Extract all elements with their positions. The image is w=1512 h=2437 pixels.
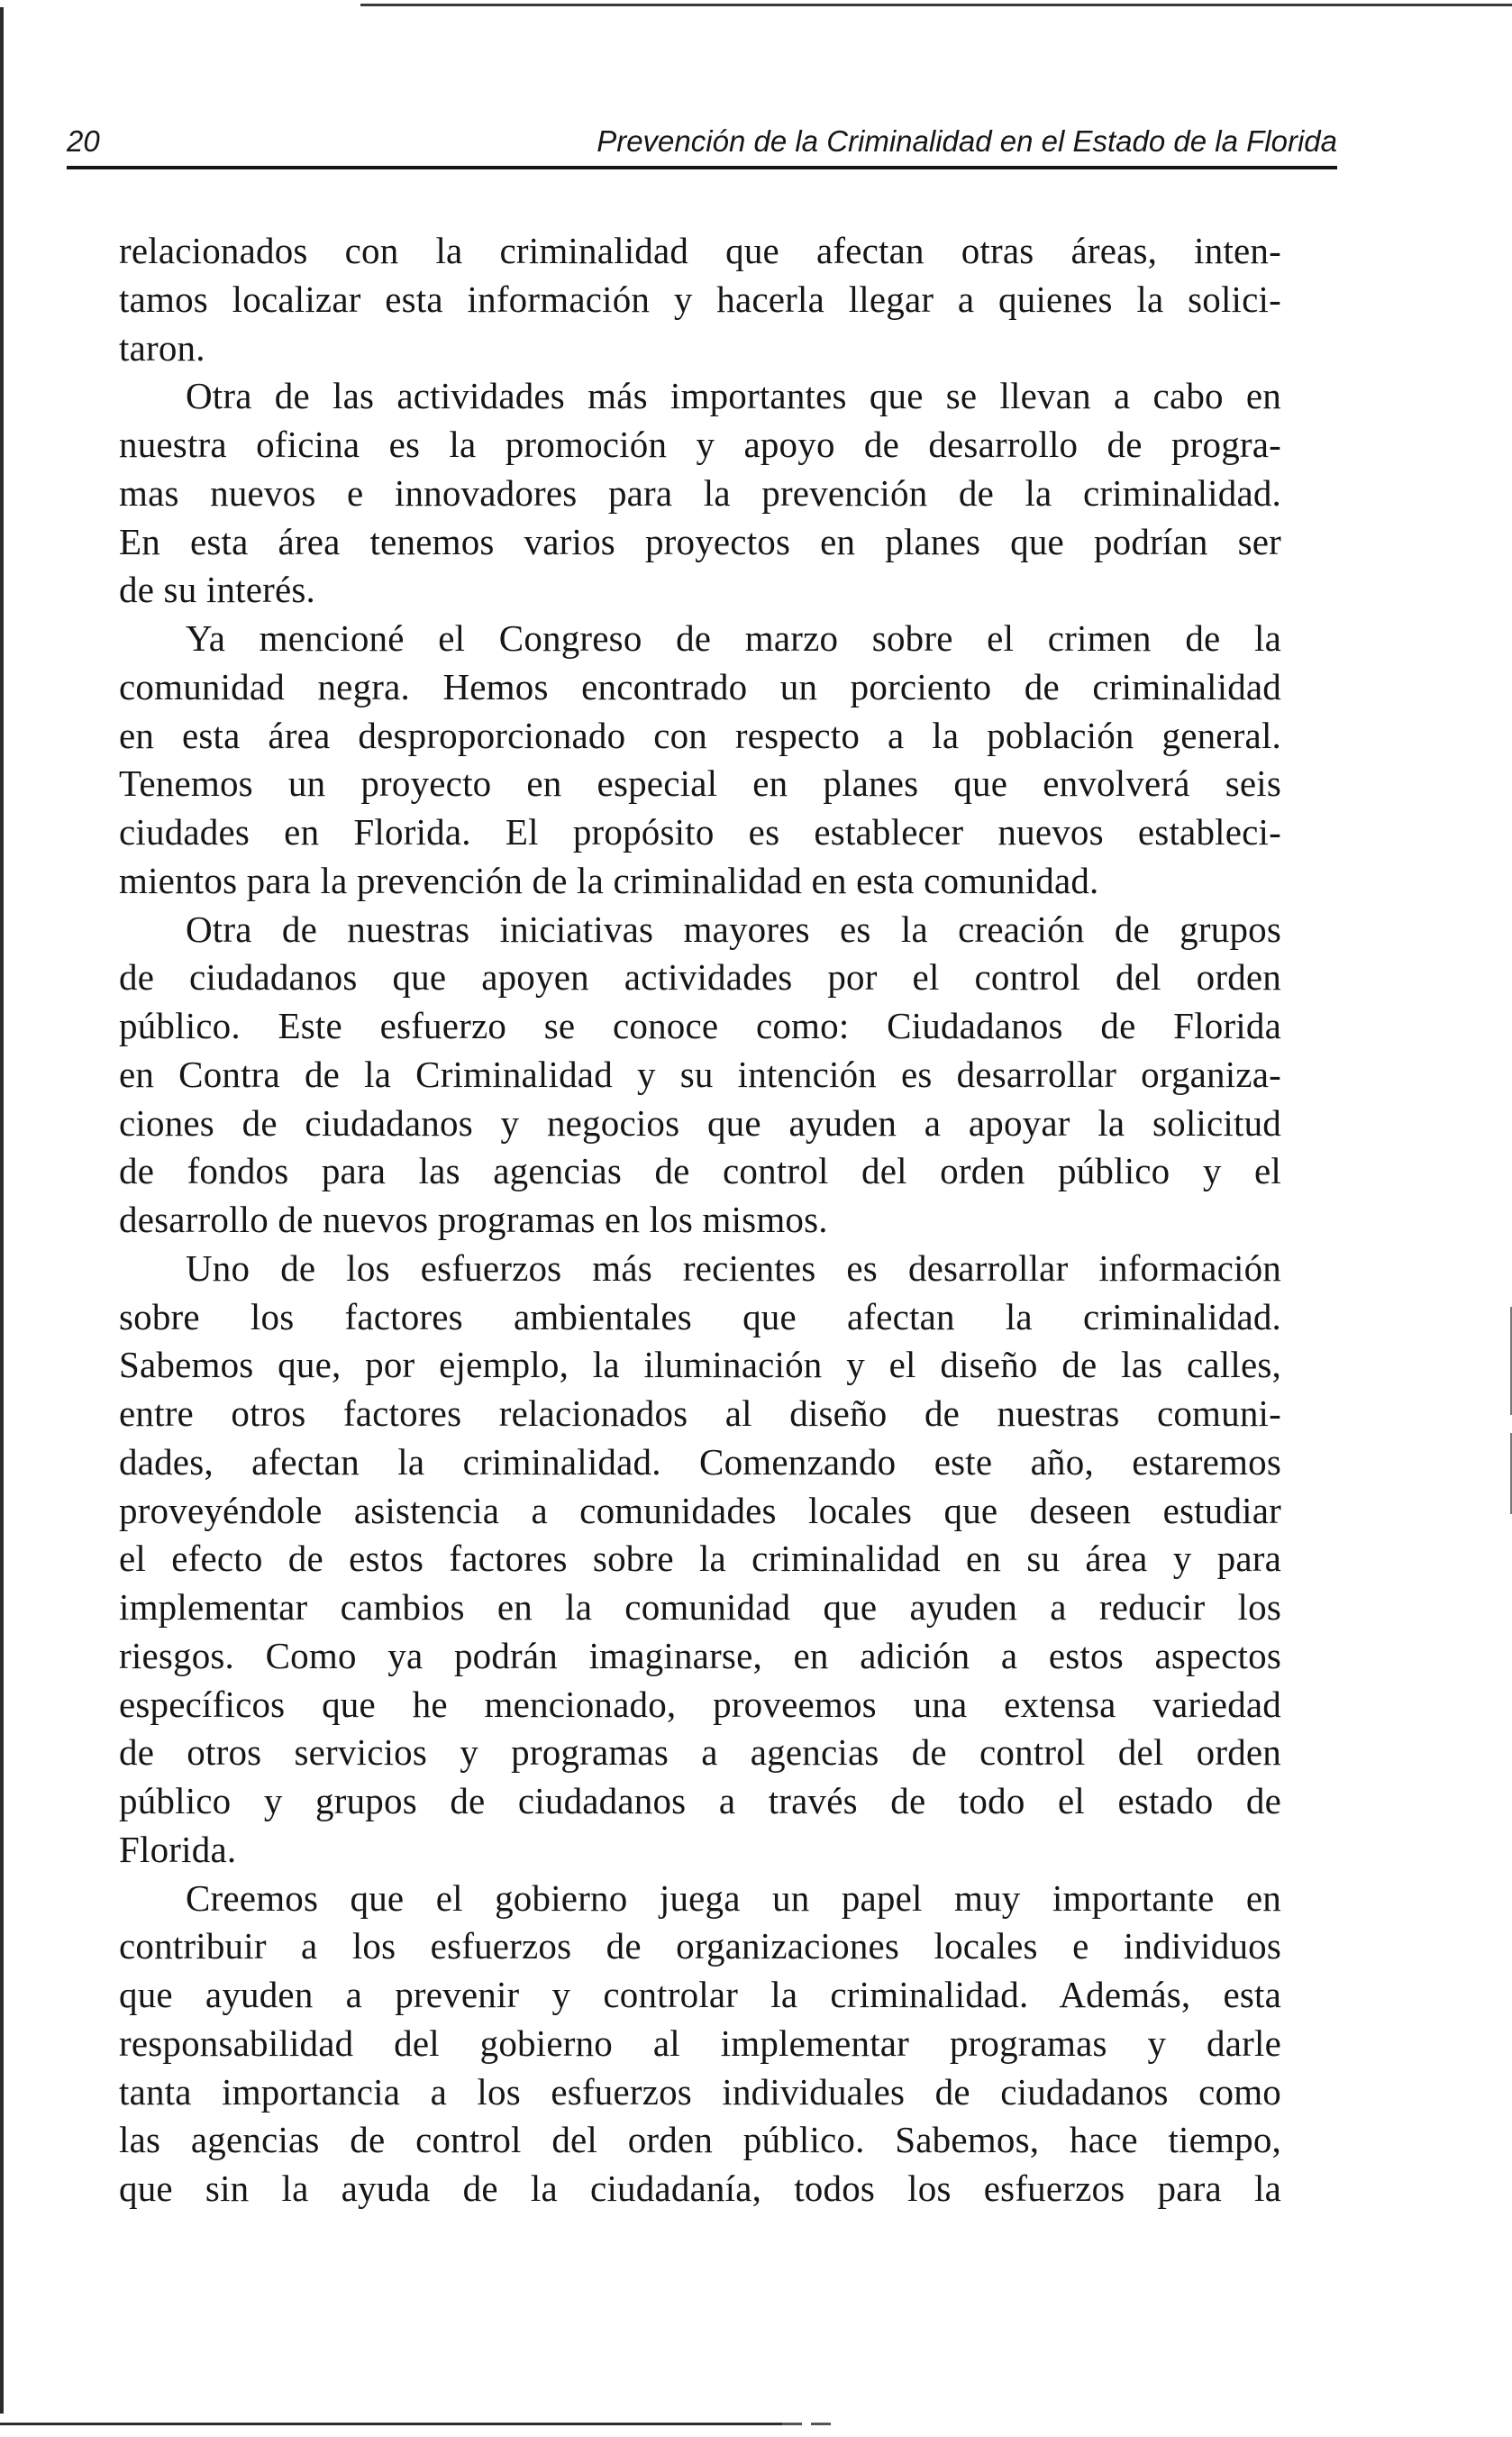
text-line: dades, afectan la criminalidad. Comenzando este año, estaremos xyxy=(119,1440,1281,1483)
text-line: taron. xyxy=(119,326,205,369)
text-line: ciones de ciudadanos y negocios que ayuden a apoyar la solicitud xyxy=(119,1101,1281,1144)
scan-edge-top xyxy=(360,4,1512,6)
text-line: En esta área tenemos varios proyectos en planes que podrían ser xyxy=(119,520,1281,562)
text-line: proveyéndole asistencia a comunidades locales que deseen estudiar xyxy=(119,1489,1281,1531)
text-line: mientos para la prevención de la criminalidad en esta comunidad. xyxy=(119,859,1099,901)
text-line: contribuir a los esfuerzos de organizaciones locales e individuos xyxy=(119,1925,1281,1967)
text-line: en esta área desproporcionado con respecto a la población general. xyxy=(119,714,1281,756)
scan-edge-dash xyxy=(782,2423,802,2425)
text-line: el efecto de estos factores sobre la criminalidad en su área y para xyxy=(119,1538,1281,1580)
text-line: Creemos que el gobierno juega un papel muy importante en xyxy=(186,1876,1281,1919)
text-line: las agencias de control del orden público. Sabemos, hace tiempo, xyxy=(119,2119,1281,2161)
text-line: riesgos. Como ya podrán imaginarse, en adición a estos aspectos xyxy=(119,1634,1281,1676)
text-line: público y grupos de ciudadanos a través de todo el estado de xyxy=(119,1780,1281,1821)
text-line: específicos que he mencionado, proveemos una extensa variedad xyxy=(119,1683,1281,1725)
text-line: en Contra de la Criminalidad y su intención es desarrollar organiza- xyxy=(119,1053,1281,1095)
body-text xyxy=(119,227,1281,2213)
running-header-title: Prevención de la Criminalidad en el Estado de la Florida xyxy=(597,124,1337,158)
text-line: nuestra oficina es la promoción y apoyo de desarrollo de progra- xyxy=(119,424,1281,465)
text-line: Ya mencioné el Congreso de marzo sobre el crimen de la xyxy=(186,617,1281,659)
text-line: entre otros factores relacionados al diseño de nuestras comuni- xyxy=(119,1392,1281,1434)
text-line: Uno de los esfuerzos más recientes es desarrollar información xyxy=(186,1246,1281,1289)
text-line: de otros servicios y programas a agencias de control del orden xyxy=(119,1731,1281,1774)
text-line: Otra de nuestras iniciativas mayores es la creación de grupos xyxy=(186,908,1281,950)
text-line: que sin la ayuda de la ciudadanía, todos los esfuerzos para la xyxy=(119,2168,1281,2209)
text-line: relacionados con la criminalidad que afectan otras áreas, inten- xyxy=(119,230,1281,271)
text-line: Tenemos un proyecto en especial en planes que envolverá seis xyxy=(119,762,1281,805)
text-line: tanta importancia a los esfuerzos individuales de ciudadanos como xyxy=(119,2070,1281,2113)
text-line: que ayuden a prevenir y controlar la criminalidad. Además, esta xyxy=(119,1974,1281,2015)
text-line: responsabilidad del gobierno al implementar programas y darle xyxy=(119,2022,1281,2064)
text-line: Sabemos que, por ejemplo, la iluminación y el diseño de las calles, xyxy=(119,1344,1281,1386)
text-line: de fondos para las agencias de control del orden público y el xyxy=(119,1150,1281,1192)
page-number: 20 xyxy=(67,124,100,158)
text-line: sobre los factores ambientales que afectan la criminalidad. xyxy=(119,1295,1281,1337)
text-line: comunidad negra. Hemos encontrado un porciento de criminalidad xyxy=(119,665,1281,707)
text-line: ciudades en Florida. El propósito es establecer nuevos estableci- xyxy=(119,811,1281,853)
running-header xyxy=(67,119,1337,164)
text-line: desarrollo de nuevos programas en los mismos. xyxy=(119,1199,828,1240)
text-line: mas nuevos e innovadores para la prevención de la criminalidad. xyxy=(119,471,1281,514)
text-line: de su interés. xyxy=(119,569,315,611)
scan-edge-bottom xyxy=(0,2423,793,2425)
text-line: implementar cambios en la comunidad que ayuden a reducir los xyxy=(119,1586,1281,1628)
text-line: Florida. xyxy=(119,1828,237,1870)
scan-edge-left xyxy=(0,7,4,2414)
scan-edge-dash xyxy=(811,2423,831,2425)
text-line: público. Este esfuerzo se conoce como: Ciudadanos de Florida xyxy=(119,1005,1281,1046)
text-line: tamos localizar esta información y hacerla llegar a quienes la solici- xyxy=(119,278,1281,320)
text-line: de ciudadanos que apoyen actividades por el control del orden xyxy=(119,956,1281,999)
header-rule xyxy=(67,166,1337,169)
text-line: Otra de las actividades más importantes que se llevan a cabo en xyxy=(186,375,1281,417)
